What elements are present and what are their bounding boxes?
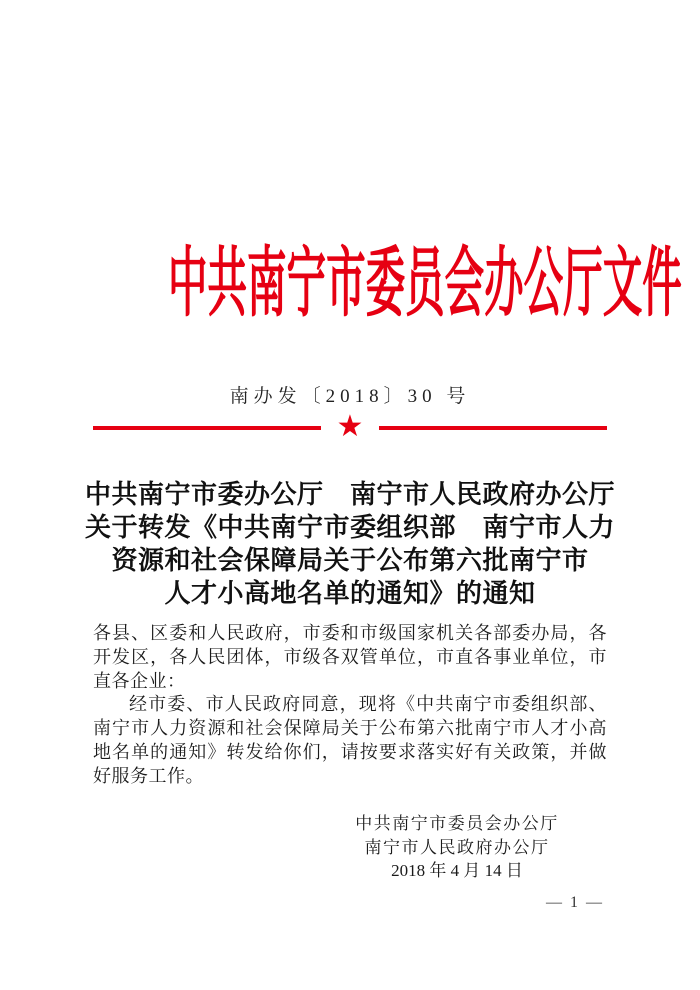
signature-block bbox=[352, 812, 562, 883]
star-icon: ★ bbox=[336, 410, 364, 443]
main-paragraph: 经市委、市人民政府同意，现将《中共南宁市委组织部、南宁市人力资源和社会保障局关于公布第六批南宁市人才小高地名单的通知》转发给你们，请按要求落实好有关政策，并做好服务工作。 bbox=[93, 694, 607, 786]
document-title-line: 关于转发《中共南宁市委组织部 南宁市人力 bbox=[84, 512, 615, 542]
red-divider bbox=[93, 410, 607, 443]
doc-number: 南办发〔2018〕30 号 bbox=[229, 386, 471, 407]
red-divider-left-segment bbox=[93, 426, 321, 430]
recipients-paragraph: 各县、区委和人民政府，市委和市级国家机关各部委办局，各开发区，各人民团体，市级各双管单位，市直各事业单位，市直各企业： bbox=[93, 623, 607, 691]
signature-date: 2018 年 4 月 14 日 bbox=[391, 861, 523, 880]
page-number: — 1 — bbox=[546, 894, 604, 911]
red-divider-right-segment bbox=[379, 426, 607, 430]
letterhead-title: 中共南宁市委员会办公厅文件 bbox=[168, 241, 682, 326]
document-title-line: 人才小高地名单的通知》的通知 bbox=[164, 578, 536, 608]
signature-org-1: 中共南宁市委员会办公厅 bbox=[355, 814, 559, 833]
signature-org-2: 南宁市人民政府办公厅 bbox=[364, 837, 550, 857]
document-title-line: 资源和社会保障局关于公布第六批南宁市 bbox=[111, 545, 589, 575]
document-title-line: 中共南宁市委办公厅 南宁市人民政府办公厅 bbox=[84, 479, 615, 509]
document-title bbox=[0, 478, 700, 610]
document-body bbox=[93, 622, 607, 789]
